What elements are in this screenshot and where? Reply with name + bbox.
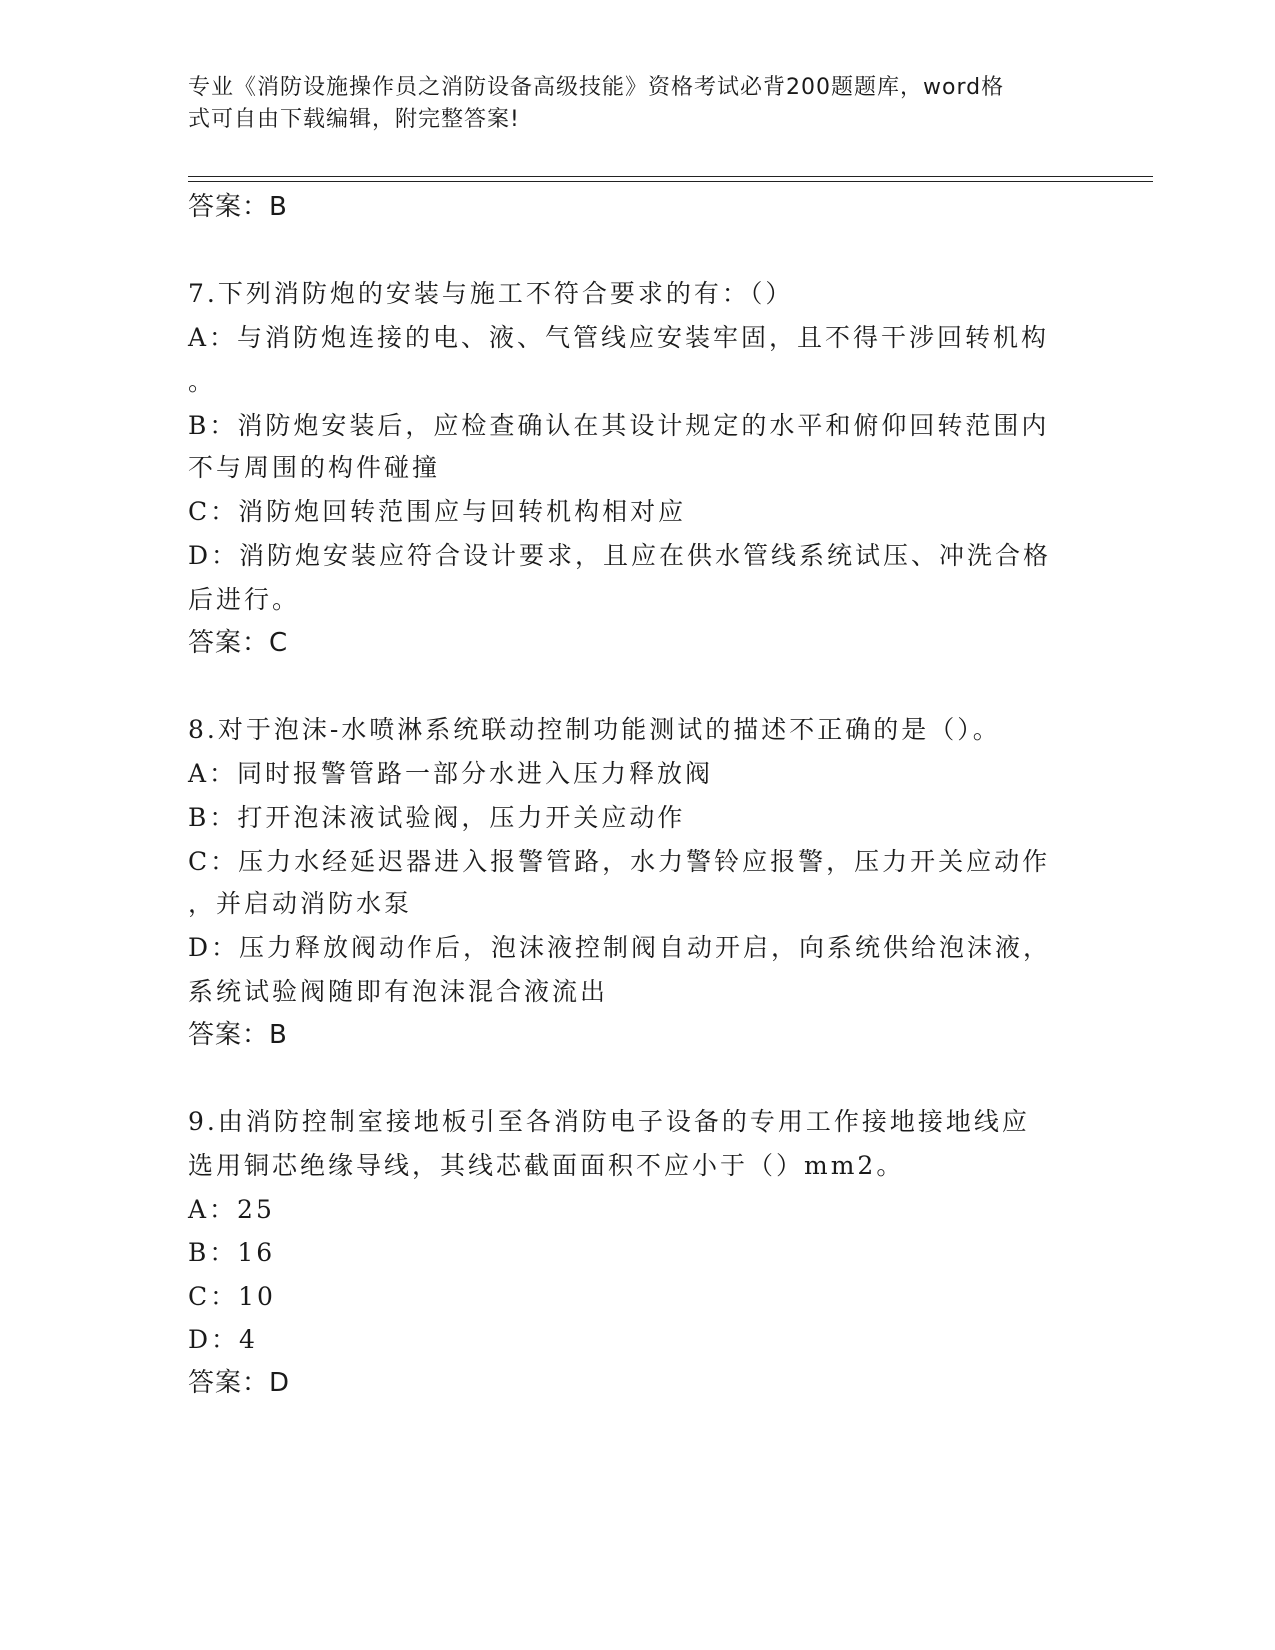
document-header xyxy=(188,72,1068,136)
question-9-answer: 答案：D xyxy=(188,1368,291,1398)
question-7-option-d: D：消防炮安装应符合设计要求，且应在供水管线系统试压、冲洗合格 xyxy=(188,541,1052,570)
question-7-option-c: C：消防炮回转范围应与回转机构相对应 xyxy=(188,497,687,526)
question-8-option-d-cont: 系统试验阀随即有泡沫混合液流出 xyxy=(188,977,609,1006)
question-7-option-d-cont: 后进行。 xyxy=(188,585,301,614)
question-8-answer: 答案：B xyxy=(188,1020,288,1050)
question-8-option-c-cont: ，并启动消防水泵 xyxy=(188,889,413,918)
question-9-option-a: A：25 xyxy=(188,1195,275,1224)
question-8-option-d: D：压力释放阀动作后，泡沫液控制阀自动开启，向系统供给泡沫液， xyxy=(188,933,1052,962)
question-7-answer: 答案：C xyxy=(188,628,289,658)
question-7-option-b-cont: 不与周围的构件碰撞 xyxy=(188,453,441,482)
header-line-2: 式可自由下载编辑，附完整答案! xyxy=(188,107,520,132)
question-9-stem: 9.由消防控制室接地板引至各消防电子设备的专用工作接地接地线应 xyxy=(188,1107,1030,1136)
header-rule-bottom xyxy=(188,181,1153,182)
previous-answer: 答案：B xyxy=(188,192,288,222)
question-9-option-d: D：4 xyxy=(188,1325,258,1354)
header-rule-top xyxy=(188,176,1153,177)
question-9-option-c: C：10 xyxy=(188,1282,276,1311)
question-8-option-a: A：同时报警管路一部分水进入压力释放阀 xyxy=(188,759,714,788)
question-9-stem-cont: 选用铜芯绝缘导线，其线芯截面面积不应小于（）mm2。 xyxy=(188,1151,905,1180)
question-7-stem: 7.下列消防炮的安装与施工不符合要求的有：（） xyxy=(188,279,794,308)
question-7-option-b: B：消防炮安装后，应检查确认在其设计规定的水平和俯仰回转范围内 xyxy=(188,411,1050,440)
header-line-1: 专业《消防设施操作员之消防设备高级技能》资格考试必背200题题库，word格 xyxy=(188,75,1005,100)
question-9-option-b: B：16 xyxy=(188,1238,276,1267)
question-8-option-b: B：打开泡沫液试验阀，压力开关应动作 xyxy=(188,803,686,832)
question-8-option-c: C：压力水经延迟器进入报警管路，水力警铃应报警，压力开关应动作 xyxy=(188,847,1051,876)
question-8-stem: 8.对于泡沫-水喷淋系统联动控制功能测试的描述不正确的是（）。 xyxy=(188,715,1001,744)
question-7-option-a-cont: 。 xyxy=(188,367,217,396)
question-7-option-a: A：与消防炮连接的电、液、气管线应安装牢固，且不得干涉回转机构 xyxy=(188,323,1050,352)
